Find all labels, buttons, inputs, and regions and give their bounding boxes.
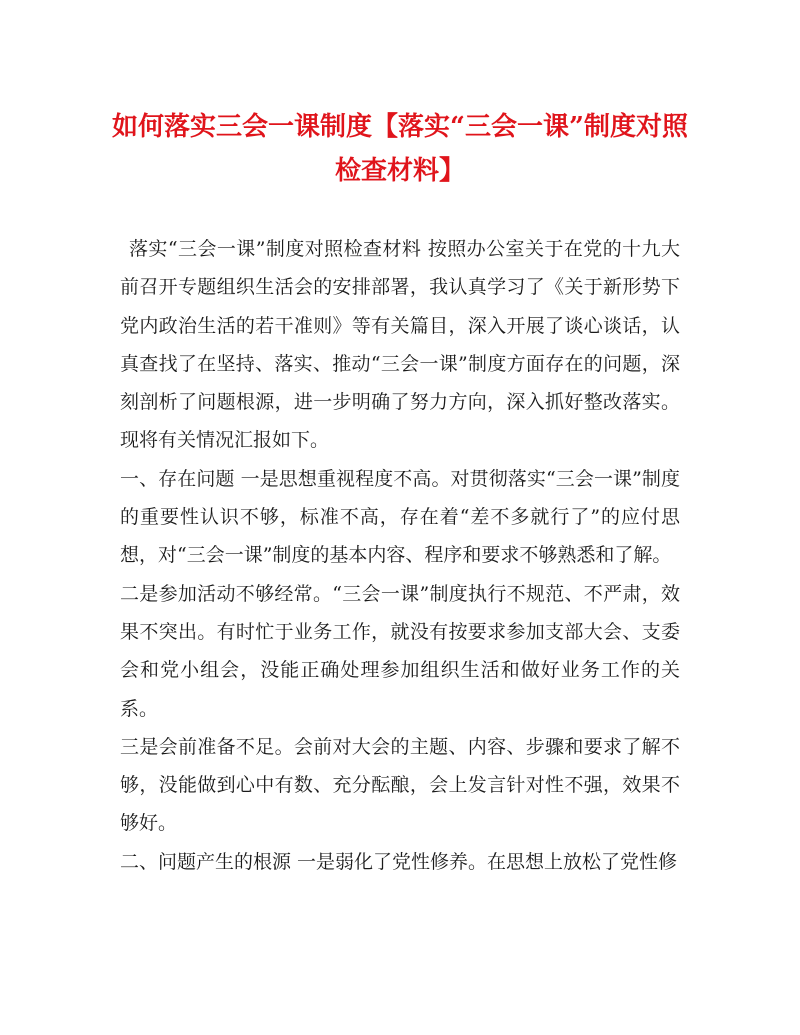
document-body bbox=[120, 230, 680, 881]
paragraph-problems-3: 三是会前准备不足。会前对大会的主题、内容、步骤和要求了解不够，没能做到心中有数、充分酝酿，会上发言针对性不强，效果不够好。 bbox=[120, 735, 680, 835]
paragraph-root-causes: 二、问题产生的根源 一是弱化了党性修养。在思想上放松了党性修 bbox=[120, 850, 678, 873]
document-title: 如何落实三会一课制度【落实“三会一课”制度对照检查材料】 bbox=[112, 112, 688, 186]
paragraph-problems-1: 一、存在问题 一是思想重视程度不高。对贯彻落实“三会一课”制度的重要性认识不够，标准不高，存在着“差不多就行了”的应付思想，对“三会一课”制度的基本内容、程序和要求不够熟悉和了解。 bbox=[120, 467, 680, 567]
paragraph-intro: 落实“三会一课”制度对照检查材料 按照办公室关于在党的十九大前召开专题组织生活会的安排部署，我认真学习了《关于新形势下党内政治生活的若干准则》等有关篇目，深入开展了谈心谈话，认真查找了在坚持、落实、推动“三会一课”制度方面存在的问题，深刻剖析了问题根源，进一步明确了努力方向，深入抓好整改落实。现将有关情况汇报如下。 bbox=[120, 238, 680, 452]
paragraph-problems-2: 二是参加活动不够经常。“三会一课”制度执行不规范、不严肃，效果不突出。有时忙于业务工作，就没有按要求参加支部大会、支委会和党小组会，没能正确处理参加组织生活和做好业务工作的关系。 bbox=[120, 582, 680, 720]
